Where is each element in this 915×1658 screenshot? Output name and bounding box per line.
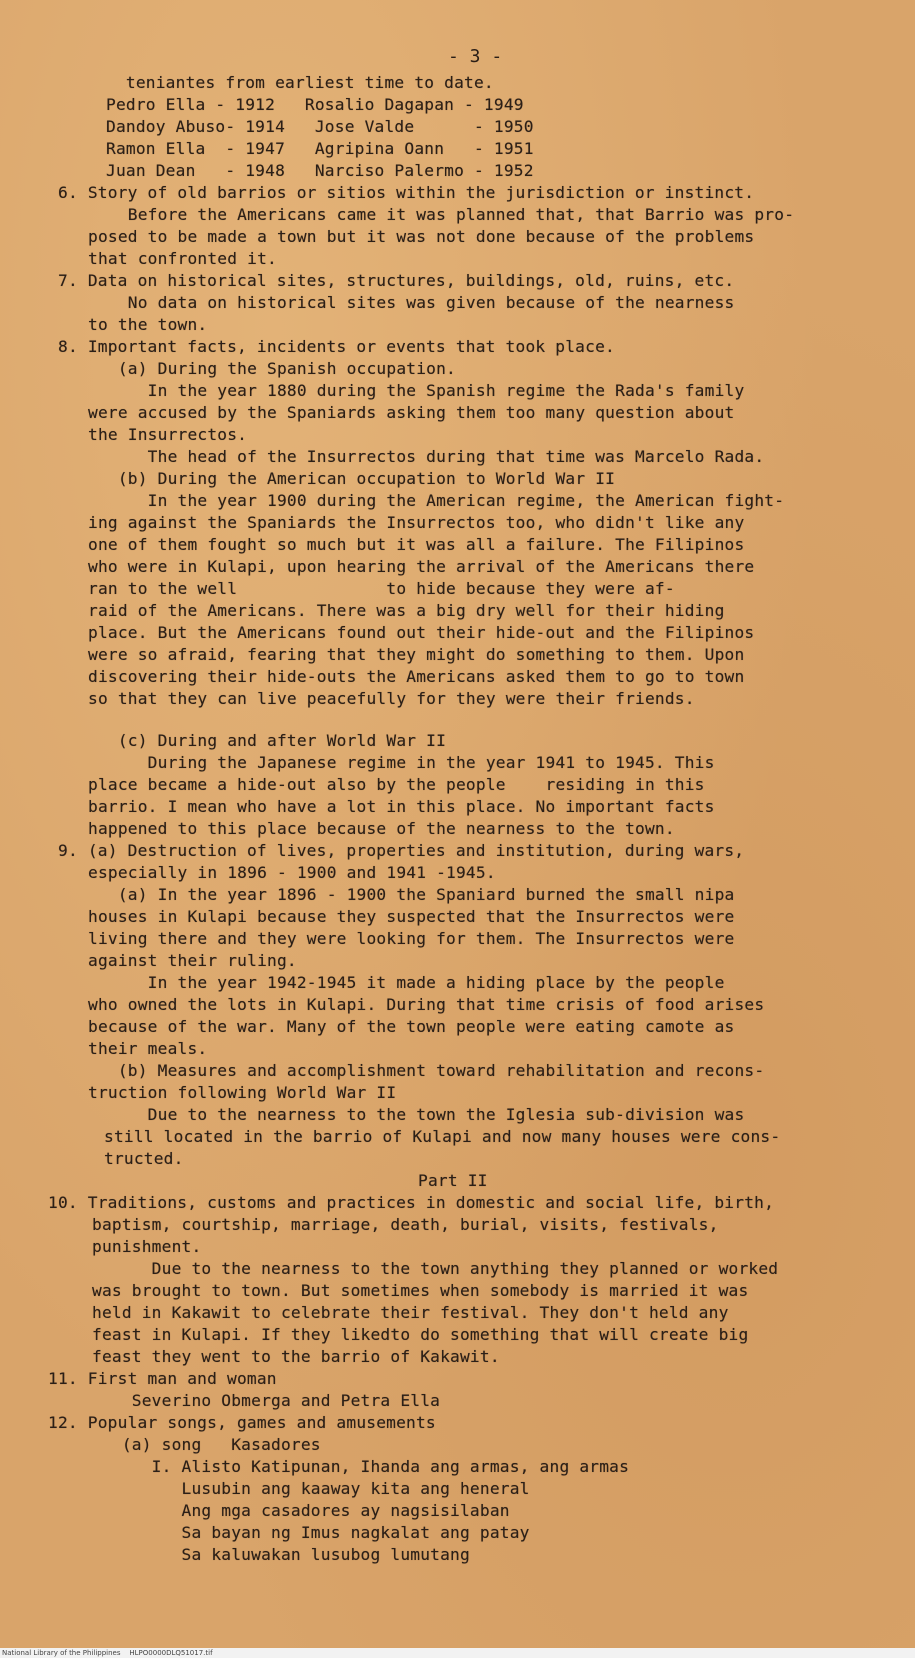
text-line: because of the war. Many of the town people were eating camote as bbox=[88, 1017, 735, 1036]
section-heading: 6. Story of old barrios or sitios within the jurisdiction or instinct. bbox=[58, 183, 755, 202]
text-line: against their ruling. bbox=[88, 951, 297, 970]
song-line: Sa kaluwakan lusubog lumutang bbox=[92, 1545, 470, 1564]
text-line: their meals. bbox=[88, 1039, 208, 1058]
section-heading: 12. Popular songs, games and amusements bbox=[48, 1413, 436, 1432]
text-line: No data on historical sites was given because of the nearness bbox=[88, 293, 735, 312]
text-line: (a) In the year 1896 - 1900 the Spaniard burned the small nipa bbox=[88, 885, 735, 904]
song-line: Sa bayan ng Imus nagkalat ang patay bbox=[92, 1523, 530, 1542]
text-line: that confronted it. bbox=[88, 249, 277, 268]
song-line: Lusubin ang kaaway kita ang heneral bbox=[92, 1479, 530, 1498]
text-line: Pedro Ella - 1912 Rosalio Dagapan - 1949 bbox=[106, 95, 524, 114]
text-line: (b) Measures and accomplishment toward rehabilitation and recons- bbox=[88, 1061, 765, 1080]
text-line: feast they went to the barrio of Kakawit. bbox=[92, 1347, 500, 1366]
text-line: (a) song Kasadores bbox=[92, 1435, 321, 1454]
text-line: were accused by the Spaniards asking them too many question about bbox=[88, 403, 735, 422]
text-line: discovering their hide-outs the Americans asked them to go to town bbox=[88, 667, 745, 686]
text-line: tructed. bbox=[104, 1149, 184, 1168]
part-heading: Part II bbox=[418, 1171, 488, 1190]
text-line: who were in Kulapi, upon hearing the arrival of the Americans there bbox=[88, 557, 755, 576]
text-line: The head of the Insurrectos during that time was Marcelo Rada. bbox=[88, 447, 765, 466]
text-line: was brought to town. But sometimes when somebody is married it was bbox=[92, 1281, 749, 1300]
text-line: the Insurrectos. bbox=[88, 425, 248, 444]
text-line: still located in the barrio of Kulapi and now many houses were cons- bbox=[104, 1127, 781, 1146]
text-line: so that they can live peacefully for they were their friends. bbox=[88, 689, 695, 708]
text-line: place became a hide-out also by the people residing in this bbox=[88, 775, 705, 794]
text-line: feast in Kulapi. If they likedto do something that will create big bbox=[92, 1325, 749, 1344]
text-line: (b) During the American occupation to World War II bbox=[88, 469, 616, 488]
text-line: especially in 1896 - 1900 and 1941 -1945. bbox=[88, 863, 496, 882]
text-line: (c) During and after World War II bbox=[88, 731, 447, 750]
text-line: houses in Kulapi because they suspected that the Insurrectos were bbox=[88, 907, 735, 926]
text-line: (a) During the Spanish occupation. bbox=[88, 359, 456, 378]
text-line: ran to the well to hide because they were af- bbox=[88, 579, 675, 598]
text-line: Due to the nearness to the town the Iglesia sub-division was bbox=[88, 1105, 745, 1124]
text-line: Juan Dean - 1948 Narciso Palermo - 1952 bbox=[106, 161, 534, 180]
text-line: held in Kakawit to celebrate their festival. They don't held any bbox=[92, 1303, 729, 1322]
text-line: baptism, courtship, marriage, death, burial, visits, festivals, bbox=[92, 1215, 719, 1234]
text-line: Severino Obmerga and Petra Ella bbox=[92, 1391, 441, 1410]
text-line: ing against the Spaniards the Insurrectos too, who didn't like any bbox=[88, 513, 745, 532]
song-line: Ang mga casadores ay nagsisilaban bbox=[92, 1501, 510, 1520]
page-number: - 3 - bbox=[448, 46, 503, 67]
text-line: In the year 1942-1945 it made a hiding place by the people bbox=[88, 973, 725, 992]
text-line: who owned the lots in Kulapi. During that time crisis of food arises bbox=[88, 995, 765, 1014]
text-line: happened to this place because of the nearness to the town. bbox=[88, 819, 675, 838]
text-line: place. But the Americans found out their hide-out and the Filipinos bbox=[88, 623, 755, 642]
text-line: Ramon Ella - 1947 Agripina Oann - 1951 bbox=[106, 139, 534, 158]
text-line: Due to the nearness to the town anything they planned or worked bbox=[92, 1259, 779, 1278]
section-heading: 10. Traditions, customs and practices in domestic and social life, birth, bbox=[48, 1193, 775, 1212]
section-heading: 7. Data on historical sites, structures, buildings, old, ruins, etc. bbox=[58, 271, 735, 290]
section-heading: 8. Important facts, incidents or events that took place. bbox=[58, 337, 615, 356]
text-line: During the Japanese regime in the year 1941 to 1945. This bbox=[88, 753, 715, 772]
text-line: one of them fought so much but it was all a failure. The Filipinos bbox=[88, 535, 745, 554]
footer-text: National Library of the Philippines HLPO0000DLQ51017.tif bbox=[2, 1649, 213, 1657]
text-line: truction following World War II bbox=[88, 1083, 397, 1102]
text-line: to the town. bbox=[88, 315, 208, 334]
text-line: punishment. bbox=[92, 1237, 202, 1256]
text-line: posed to be made a town but it was not done because of the problems bbox=[88, 227, 755, 246]
text-line: Before the Americans came it was planned that, that Barrio was pro- bbox=[88, 205, 795, 224]
text-line: In the year 1880 during the Spanish regime the Rada's family bbox=[88, 381, 745, 400]
text-line: living there and they were looking for them. The Insurrectos were bbox=[88, 929, 735, 948]
archive-footer bbox=[0, 1648, 915, 1658]
song-line: I. Alisto Katipunan, Ihanda ang armas, ang armas bbox=[92, 1457, 630, 1476]
section-heading: 9. (a) Destruction of lives, properties and institution, during wars, bbox=[58, 841, 745, 860]
text-line: In the year 1900 during the American regime, the American fight- bbox=[88, 491, 785, 510]
text-line: were so afraid, fearing that they might do something to them. Upon bbox=[88, 645, 745, 664]
text-line: Dandoy Abuso- 1914 Jose Valde - 1950 bbox=[106, 117, 534, 136]
text-line: barrio. I mean who have a lot in this place. No important facts bbox=[88, 797, 715, 816]
section-heading: 11. First man and woman bbox=[48, 1369, 277, 1388]
text-line: teniantes from earliest time to date. bbox=[106, 73, 494, 92]
text-line: raid of the Americans. There was a big dry well for their hiding bbox=[88, 601, 725, 620]
